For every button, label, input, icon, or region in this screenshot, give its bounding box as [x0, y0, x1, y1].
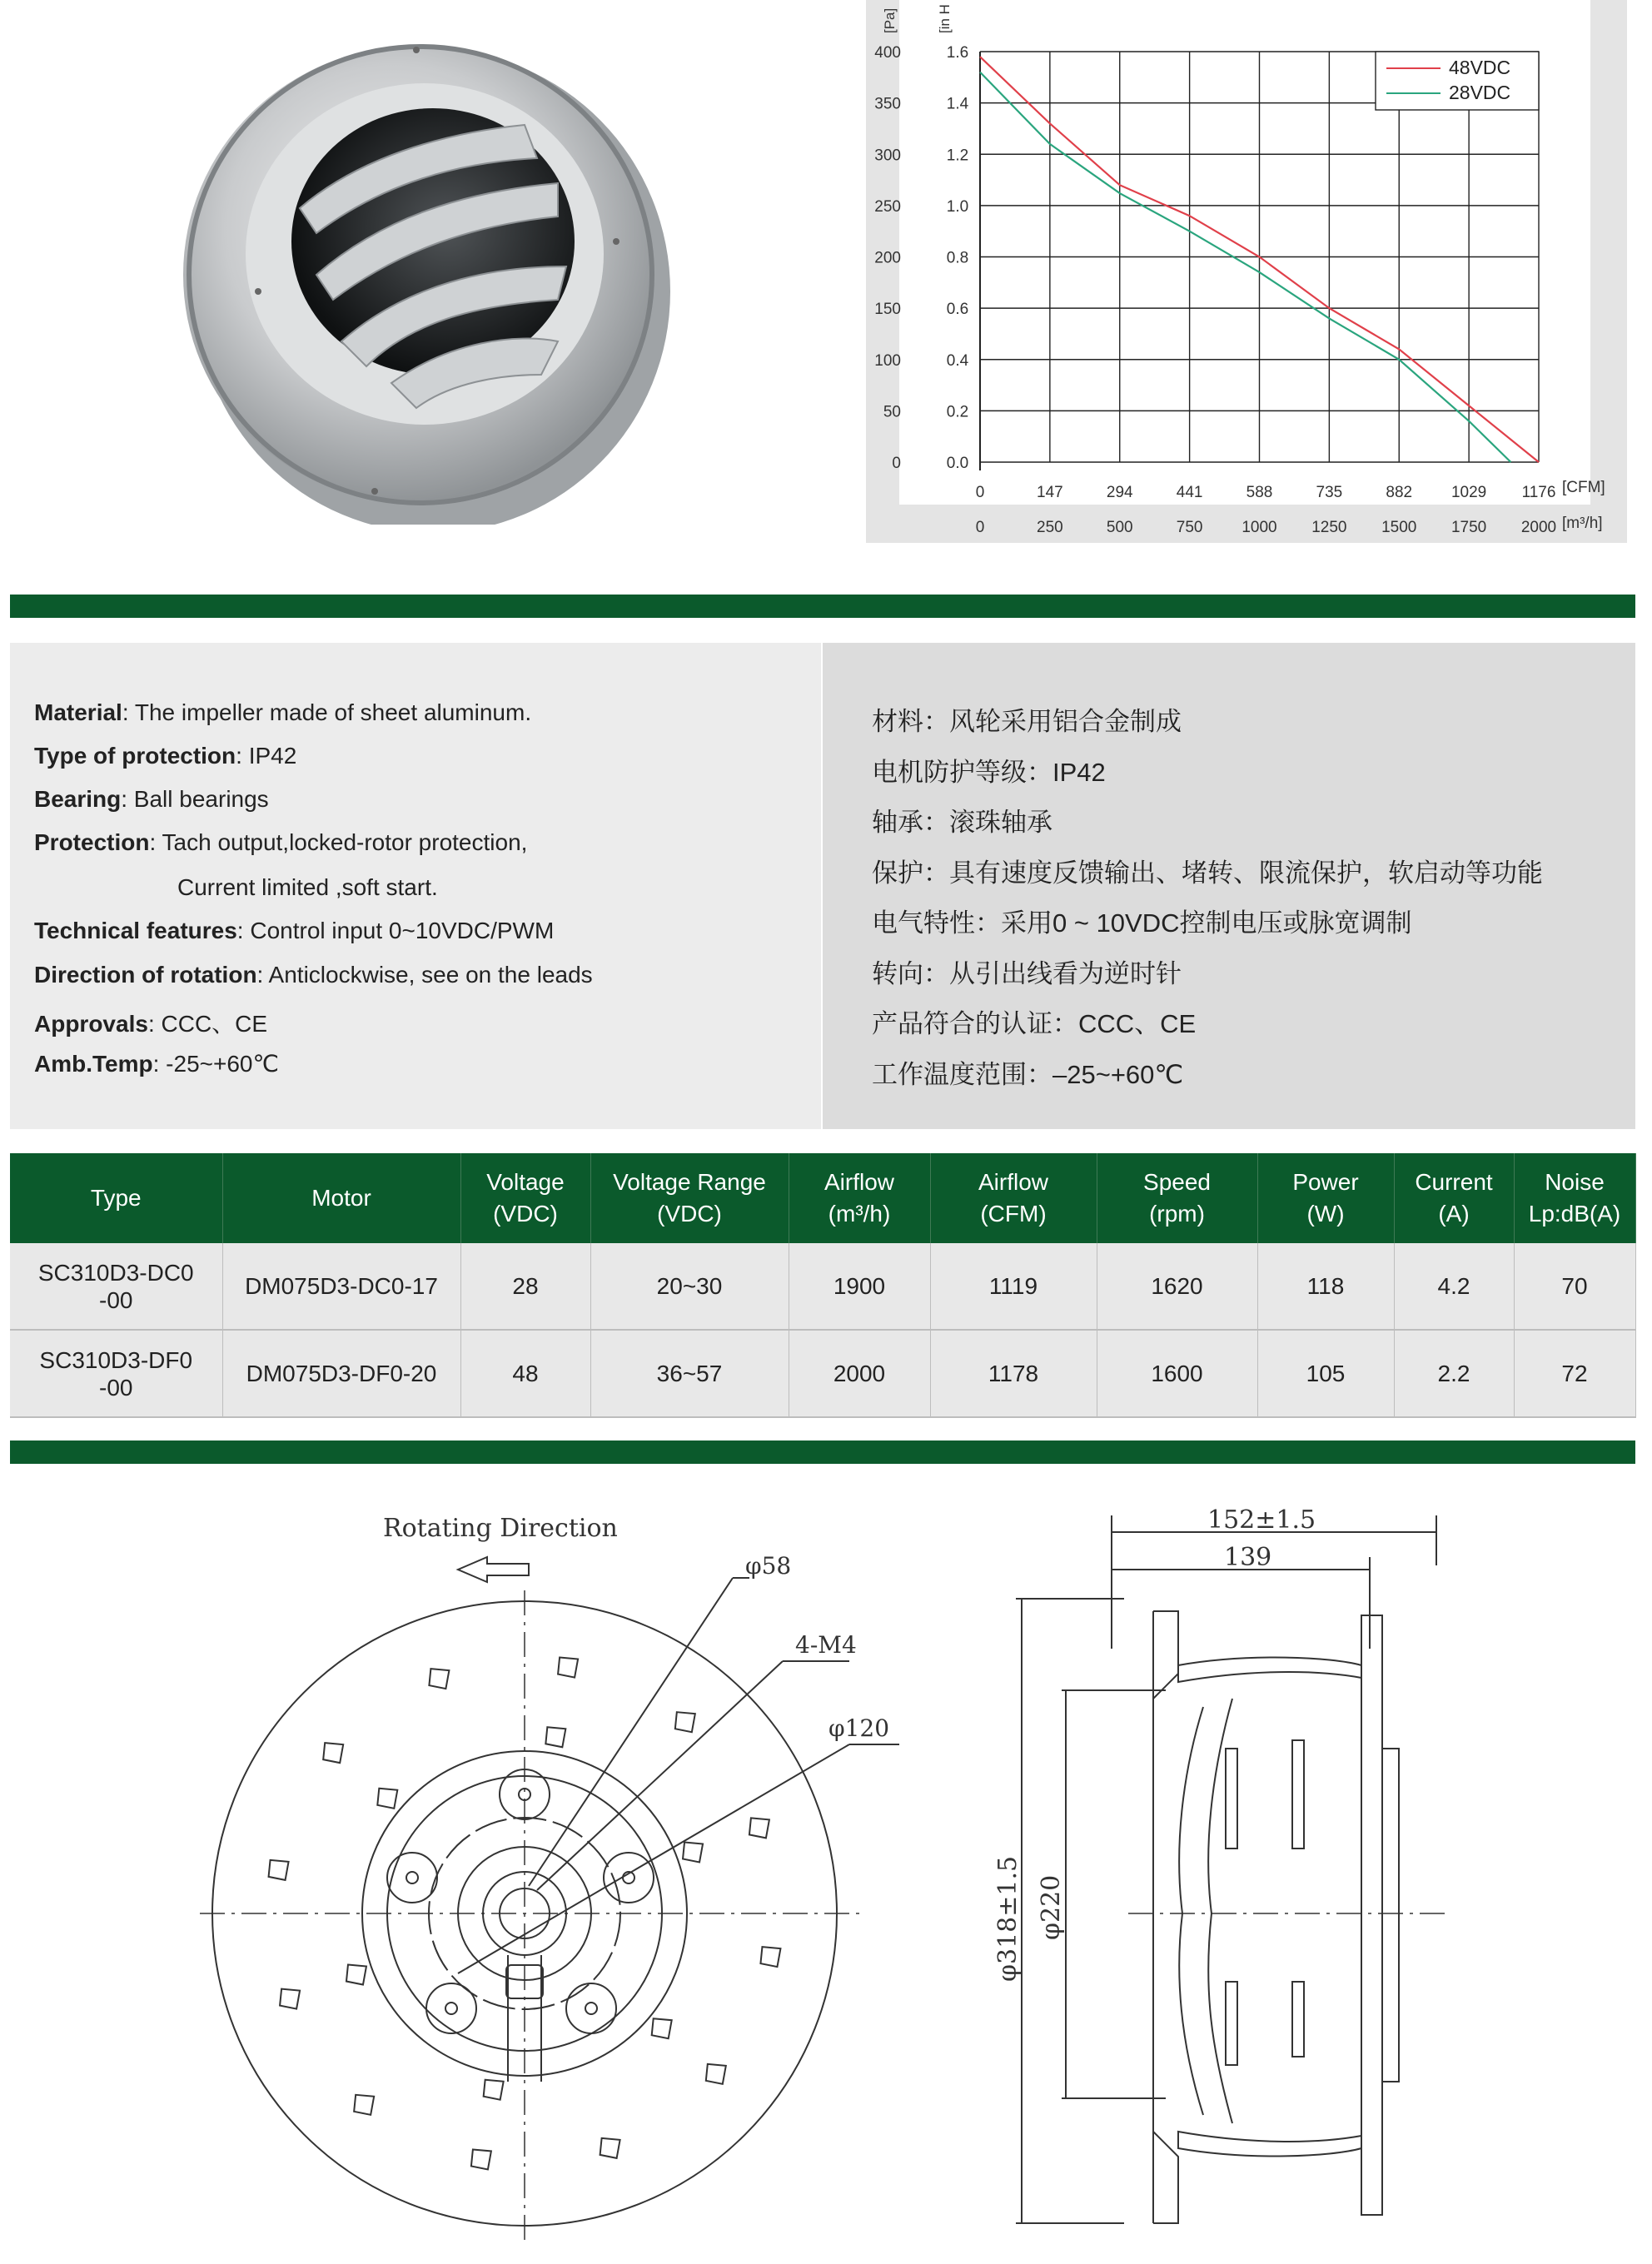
legend-label: 28VDC [1449, 82, 1511, 103]
table-header-label: Noise [1545, 1169, 1605, 1195]
table-header-unit: (rpm) [1149, 1201, 1205, 1227]
spec-en-line [34, 829, 527, 856]
blade-marker [346, 1965, 366, 1985]
table-cell: 2000 [789, 1330, 930, 1417]
spec-en-value: : -25~+60℃ [152, 1051, 279, 1077]
blade-marker [269, 1860, 289, 1880]
table-header-unit: (m³/h) [828, 1201, 891, 1227]
blade-marker [354, 2095, 374, 2115]
table-header-label: Motor [311, 1185, 371, 1211]
performance-chart [866, 0, 1627, 543]
x-cfm-tick: 441 [1176, 484, 1203, 501]
spec-en-value: Current limited ,soft start. [177, 874, 438, 900]
spec-en-key: Approvals [34, 1011, 148, 1037]
x-cfm-tick: 735 [1316, 484, 1343, 501]
spec-en-value: : The impeller made of sheet aluminum. [122, 699, 532, 725]
y-right-tick: 1.6 [946, 44, 969, 62]
dim-phi220: φ220 [1037, 1874, 1066, 1940]
table-cell: 36~57 [590, 1330, 789, 1417]
table-header-cell [789, 1153, 930, 1243]
table-cell-line: SC310D3-DC0 [37, 1259, 194, 1286]
spec-en-key: Material [34, 699, 122, 725]
x-m3h-tick: 1250 [1311, 519, 1347, 536]
table-header-cell [930, 1153, 1097, 1243]
table-header-cell [460, 1153, 590, 1243]
blade-marker [280, 1989, 300, 2009]
dim-152: 152±1.5 [1207, 1505, 1316, 1535]
table-cell: 105 [1257, 1330, 1394, 1417]
x-cfm-tick: 0 [975, 484, 985, 501]
front-view-drawing [200, 1499, 949, 2248]
x-cfm-unit: [CFM] [1562, 479, 1605, 496]
table-cell: 20~30 [590, 1243, 789, 1330]
table-cell: 1178 [930, 1330, 1097, 1417]
blade-marker [675, 1712, 695, 1732]
table-header-label: Speed [1143, 1169, 1211, 1195]
y-right-tick: 0.8 [946, 249, 969, 267]
spec-cn-line: 工作温度范围：–25~+60℃ [872, 1059, 1184, 1089]
spec-cn-line: 转向：从引出线看为逆时针 [872, 958, 1182, 988]
table-cell: 48 [460, 1330, 590, 1417]
blade-marker [484, 2080, 504, 2100]
table-cell: 1119 [930, 1243, 1097, 1330]
x-cfm-tick: 147 [1037, 484, 1063, 501]
spec-en-value: : Ball bearings [121, 786, 269, 812]
spec-en-key: Bearing [34, 786, 122, 812]
x-cfm-tick: 1029 [1450, 484, 1487, 501]
divider-bar-bottom [10, 1441, 1635, 1464]
y-right-tick: 1.0 [946, 197, 969, 216]
spec-en-line [34, 699, 531, 726]
x-m3h-tick: 0 [975, 519, 985, 536]
y-left-tick: 0 [892, 455, 901, 472]
spec-cn-line: 产品符合的认证：CCC、CE [872, 1009, 1197, 1038]
spec-en-value: : IP42 [236, 743, 297, 769]
blade-marker [600, 2138, 620, 2158]
divider-bar-top [10, 595, 1635, 618]
dim-phi318: φ318±1.5 [993, 1855, 1023, 1982]
y-right-tick: 0.2 [946, 403, 969, 421]
x-m3h-tick: 250 [1037, 519, 1063, 536]
table-header-label: Power [1292, 1169, 1359, 1195]
rotating-direction-arrow-icon [458, 1557, 529, 1582]
y-left-tick: 300 [874, 147, 901, 165]
x-m3h-tick: 750 [1176, 519, 1203, 536]
spec-en-line [34, 1050, 279, 1077]
spec-cn-line: 材料：风轮采用铝合金制成 [872, 707, 1182, 736]
blade-marker [545, 1727, 565, 1747]
x-m3h-tick: 1500 [1381, 519, 1417, 536]
table-header-unit: (CFM) [980, 1201, 1047, 1227]
y-left-unit: [Pa] [882, 7, 898, 33]
spec-en-value: : CCC、CE [147, 1011, 268, 1037]
y-left-tick: 350 [874, 95, 901, 113]
spec-en-line [34, 1006, 267, 1039]
table-header-row [10, 1153, 1635, 1243]
side-view-drawing [983, 1499, 1482, 2248]
spec-en-value: : Tach output,locked-rotor protection, [149, 829, 528, 855]
table-header-label: Type [90, 1185, 142, 1211]
legend-label: 48VDC [1449, 57, 1511, 78]
x-m3h-unit: [m³/h] [1562, 515, 1603, 532]
table-cell: 4.2 [1394, 1243, 1514, 1330]
spec-en-value: : Anticlockwise, see on the leads [256, 962, 593, 988]
performance-chart-svg [866, 0, 1627, 543]
table-header-cell [10, 1153, 222, 1243]
table-header-label: Voltage Range [613, 1169, 766, 1195]
y-left-tick: 250 [874, 197, 901, 216]
blade-marker [471, 2149, 491, 2169]
y-left-tick: 400 [874, 44, 901, 62]
spec-table [10, 1153, 1636, 1418]
blade-marker [652, 2018, 672, 2038]
dim-4-m4: 4-M4 [795, 1631, 857, 1659]
blade-marker [429, 1669, 449, 1689]
spec-cn-line: 保护：具有速度反馈输出、堵转、限流保护，软启动等功能 [872, 858, 1543, 888]
y-right-tick: 0.0 [946, 455, 969, 472]
table-cell: 70 [1514, 1243, 1635, 1330]
blade-marker [706, 2064, 726, 2084]
table-cell: 1620 [1097, 1243, 1257, 1330]
table-header-cell [1257, 1153, 1394, 1243]
table-cell: 118 [1257, 1243, 1394, 1330]
rotating-direction-label: Rotating Direction [383, 1514, 618, 1543]
y-right-tick: 1.2 [946, 147, 969, 165]
table-header-cell [590, 1153, 789, 1243]
table-cell: DM075D3-DF0-20 [222, 1330, 460, 1417]
spec-en-key: Technical features [34, 918, 237, 943]
x-cfm-tick: 294 [1106, 484, 1133, 501]
table-header-label: Current [1415, 1169, 1493, 1195]
table-header-cell [222, 1153, 460, 1243]
table-header-label: Airflow [824, 1169, 894, 1195]
y-left-tick: 200 [874, 249, 901, 267]
x-cfm-tick: 882 [1386, 484, 1413, 501]
x-m3h-tick: 1750 [1450, 519, 1487, 536]
spec-en-key: Direction of rotation [34, 962, 257, 988]
spec-en-line [34, 786, 269, 813]
y-left-tick: 50 [883, 403, 901, 421]
spec-cn-line: 轴承：滚珠轴承 [872, 808, 1052, 837]
y-right-tick: 0.4 [946, 351, 969, 370]
blade-marker [558, 1658, 578, 1678]
table-cell: 1900 [789, 1243, 930, 1330]
x-m3h-tick: 500 [1106, 519, 1133, 536]
blade-marker [377, 1789, 397, 1809]
dim-139: 139 [1224, 1543, 1272, 1572]
table-row [10, 1330, 1635, 1417]
table-header-label: Voltage [486, 1169, 565, 1195]
table-cell-line: SC310D3-DF0 [39, 1346, 193, 1373]
table-cell: 1600 [1097, 1330, 1257, 1417]
x-m3h-tick: 1000 [1241, 519, 1277, 536]
spec-en-line [34, 743, 296, 769]
y-right-tick: 0.6 [946, 301, 969, 319]
table-header-unit: (A) [1438, 1201, 1470, 1227]
spec-en-key: Amb.Temp [34, 1051, 153, 1077]
spec-cn-line: 电机防护等级：IP42 [872, 757, 1106, 787]
table-header-unit: Lp:dB(A) [1528, 1201, 1621, 1227]
y-left-tick: 100 [874, 351, 901, 370]
y-right-tick: 1.4 [946, 95, 969, 113]
spec-en-key: Protection [34, 829, 150, 855]
spec-en-key: Type of protection [34, 743, 236, 769]
table-cell-line: -00 [99, 1374, 133, 1401]
table-cell-line: -00 [99, 1286, 133, 1313]
table-header-unit: (VDC) [493, 1201, 558, 1227]
table-cell: 72 [1514, 1330, 1635, 1417]
table-cell: 2.2 [1394, 1330, 1514, 1417]
dim-phi120: φ120 [828, 1714, 890, 1742]
spec-cn-line: 电气特性：采用0 ~ 10VDC控制电压或脉宽调制 [872, 908, 1412, 938]
spec-en-value: : Control input 0~10VDC/PWM [236, 918, 555, 943]
spec-en-line [34, 962, 593, 988]
table-cell: 28 [460, 1243, 590, 1330]
table-header-unit: (VDC) [657, 1201, 722, 1227]
table-header-cell [1097, 1153, 1257, 1243]
blade-marker [760, 1947, 780, 1967]
table-row [10, 1243, 1635, 1330]
table-cell [10, 1330, 222, 1417]
x-cfm-tick: 588 [1246, 484, 1273, 501]
table-header-label: Airflow [978, 1169, 1048, 1195]
table-header-cell [1514, 1153, 1635, 1243]
table-header-unit: (W) [1306, 1201, 1345, 1227]
spec-en-line [177, 874, 438, 901]
blade-marker [323, 1743, 343, 1763]
blade-marker [749, 1818, 769, 1838]
dim-phi58: φ58 [745, 1552, 792, 1580]
table-header-cell [1394, 1153, 1514, 1243]
spec-en-line [34, 918, 554, 944]
table-cell [10, 1243, 222, 1330]
blade-marker [683, 1842, 703, 1862]
y-right-unit: [in H [937, 4, 953, 33]
y-left-tick: 150 [874, 301, 901, 319]
x-cfm-tick: 1176 [1521, 484, 1556, 501]
table-cell: DM075D3-DC0-17 [222, 1243, 460, 1330]
x-m3h-tick: 2000 [1520, 519, 1557, 536]
fan-impeller-image [167, 25, 683, 525]
